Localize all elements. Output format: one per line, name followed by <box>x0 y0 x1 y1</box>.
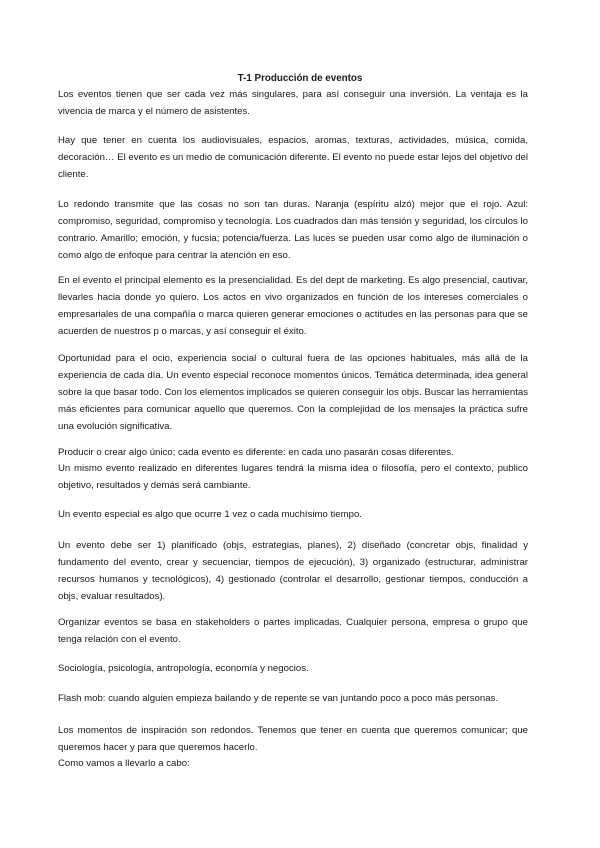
paragraph-event-singularity: Los eventos tienen que ser cada vez más singulares, para así conseguir una inversión. La ventaja es la vivencia de marca y el número de asistentes. <box>58 89 528 117</box>
paragraph-flash-mob: Flash mob: cuando alguien empieza bailando y de repente se van juntando poco a poco más personas. <box>58 693 499 704</box>
paragraph-stakeholders: Organizar eventos se basa en stakeholders o partes implicadas. Cualquier persona, empresa o grupo que tenga relación con el evento. <box>58 617 528 645</box>
paragraph-how: Como vamos a llevarlo a cabo: <box>58 758 190 769</box>
paragraph-shapes-colors: Lo redondo transmite que las cosas no son tan duras. Naranja (espíritu alzó) mejor que el rojo. Azul: compromiso, seguridad, compromiso y tecnología. Los cuadrados dan más tensión y seguridad, los círculos lo contrario. Amarillo; emoción, y fucsia; potencia/fuerza. Las luces se pueden usar como algo de iluminación o como algo de enfoque para centrar la atención en eso. <box>58 199 528 261</box>
paragraph-event-phases: Un evento debe ser 1) planificado (objs, estrategias, planes), 2) diseñado (concretar objs, finalidad y fundamento del evento, crear y secuenciar, tiempos de ejecución), 3) organizado (estructurar, administrar recursos humanos y tecnológicos), 4) gestionado (controlar el desarrollo, gestionar tiempos, conducción a objs, evaluar resultados). <box>58 540 528 602</box>
paragraph-same-event: Un mismo evento realizado en diferentes lugares tendrá la misma idea o filosofía, pero el contexto, publico objetivo, resultados y demás será cambiante. <box>58 463 528 491</box>
document-title: T-1 Producción de eventos <box>237 73 363 84</box>
paragraph-disciplines: Sociología, psicología, antropología, economía y negocios. <box>58 663 309 674</box>
paragraph-inspiration: Los momentos de inspiración son redondos. Tenemos que tener en cuenta que queremos comunicar; que queremos hacer y para que queremos hacerlo. <box>58 725 528 753</box>
paragraph-special-event: Un evento especial es algo que ocurre 1 vez o cada muchísimo tiempo. <box>58 509 362 520</box>
paragraph-unique: Producir o crear algo único; cada evento es diferente: en cada uno pasarán cosas diferentes. <box>58 447 454 458</box>
paragraph-presence: En el evento el principal elemento es la presencialidad. Es del dept de marketing. Es algo presencial, cautivar, llevarles hacia donde yo quiero. Los actos en vivo organizados en función de los intereses comerciales o empresariales de una compañía o marca quieren generar emociones o actitudes en las personas para que se acuerden de nuestros p o marcas, y así conseguir el éxito. <box>58 275 528 337</box>
paragraph-leisure-opportunity: Oportunidad para el ocio, experiencia social o cultural fuera de las opciones habituales, más allá de la experiencia de cada día. Un evento especial reconoce momentos únicos. Temática determinada, idea general sobre la que basar todo. Con los elementos implicados se quieren conseguir los objs. Buscar las herramientas más eficientes para comunicar aquello que queremos. Con la complejidad de los mensajes la práctica sufre una evolución significativa. <box>58 353 528 432</box>
paragraph-event-elements: Hay que tener en cuenta los audiovisuales, espacios, aromas, texturas, actividades, música, comida, decoración… El evento es un medio de comunicación diferente. El evento no puede estar lejos del objetivo del cliente. <box>58 135 528 180</box>
